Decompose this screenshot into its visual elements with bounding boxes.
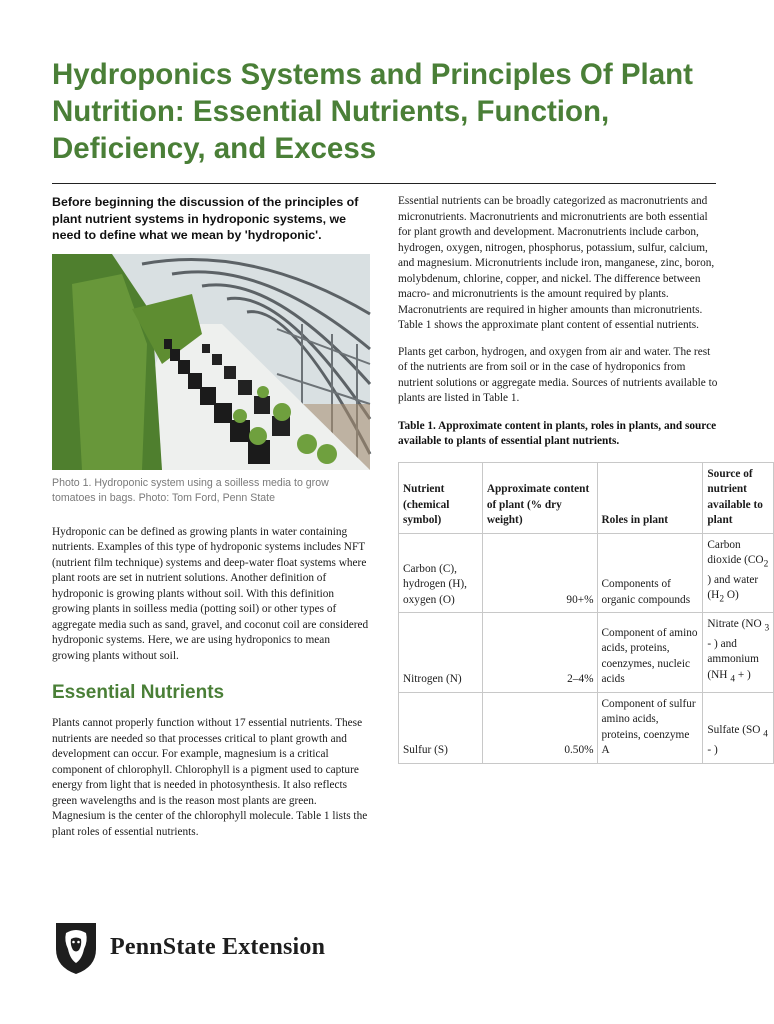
table-row — [399, 613, 774, 693]
table-cell-content: 0.50% — [482, 692, 597, 763]
table-caption: Table 1. Approximate content in plants, roles in plants, and source available to plants of essential plant nutrients. — [398, 419, 717, 447]
nittany-lion-shield-icon — [52, 919, 100, 975]
table-cell-content: 90+% — [482, 533, 597, 613]
logo-wordmark: PennState Extension — [110, 933, 326, 960]
hydroponic-definition-paragraph: Hydroponic can be defined as growing plants in water containing nutrients. Examples of this type of hydroponic systems includes NFT (nutrient film technique) systems and deep-water float systems where plant roots are set in nutrient solutions. Another definition of hydroponic is growing plants without soil. With this definition growing plants in soilless media (potting soil) or other types of aggregate media such as sand, gravel, and coconut coil are considered hydroponic systems. Here, we are using hydroponics to mean growing plants without soil. — [52, 525, 369, 662]
table-cell-nutrient: Carbon (C), hydrogen (H), oxygen (O) — [399, 533, 483, 613]
table-row — [399, 533, 774, 613]
nutrient-table — [398, 462, 774, 764]
table-cell-source: Sulfate (SO $_4$ - ) — [703, 692, 774, 763]
table-cell-source: Nitrate (NO $_3$ - ) and ammonium (NH $_4$ + ) — [703, 613, 774, 693]
right-column — [398, 194, 770, 764]
table-header-nutrient: Nutrient (chemical symbol) — [399, 462, 483, 533]
greenhouse-illustration — [52, 254, 370, 470]
title-divider — [52, 183, 716, 184]
table-cell-role: Component of amino acids, proteins, coenzymes, nucleic acids — [597, 613, 703, 693]
table-row — [399, 692, 774, 763]
table-cell-role: Component of sulfur amino acids, proteins, coenzyme A — [597, 692, 703, 763]
left-column — [52, 194, 370, 840]
table-header-source: Source of nutrient available to plant — [703, 462, 774, 533]
essential-nutrients-paragraph: Plants cannot properly function without 17 essential nutrients. These nutrients are needed so that processes critical to plant growth and development can occur. For example, magnesium is a critical component of chlorophyll. Chlorophyll is a pigment used to capture energy from light that is needed in photosynthesis. It also reflects green wavelengths and is the reason most plants are green. Magnesium is the center of the chlorophyll molecule. Table 1 lists the plant roles of essential nutrients. — [52, 717, 368, 838]
greenhouse-photo — [52, 254, 370, 470]
table-header-row — [399, 462, 774, 533]
section-heading-essential-nutrients: Essential Nutrients — [52, 682, 225, 703]
macronutrients-paragraph: Essential nutrients can be broadly categorized as macronutrients and micronutrients. Macronutrients and micronutrients are both essential for plant growth and development. Macronutrients include carbon, hydrogen, oxygen, nitrogen, phosphorus, potassium, sulfur, calcium, and magnesium. Micronutrients include iron, manganese, zinc, boron, molybdenum, chlorine, copper, and nickel. The difference between macro- and micronutrients is the amount required by plants. Macronutrients are required in higher amounts than micronutrients. Table 1 shows the approximate plant content of essential nutrients. — [398, 195, 715, 331]
pennstate-extension-logo — [52, 918, 325, 976]
nutrient-sources-paragraph: Plants get carbon, hydrogen, and oxygen from air and water. The rest of the nutrients are from soil or in the case of hydroponics from nutrient solutions or aggregate media. Sources of nutrients available to plants are listed in Table 1. — [398, 345, 718, 404]
table-cell-content: 2–4% — [482, 613, 597, 693]
photo-caption: Photo 1. Hydroponic system using a soilless media to grow tomatoes in bags. Photo: Tom Ford, Penn State — [52, 476, 329, 504]
table-header-roles: Roles in plant — [597, 462, 703, 533]
page-title: Hydroponics Systems and Principles Of Plant Nutrition: Essential Nutrients, Function, Deficiency, and Excess — [52, 58, 693, 165]
table-cell-role: Components of organic compounds — [597, 533, 703, 613]
table-cell-source: Carbon dioxide ($CO_2$ ) and water ($H_2$ O) — [703, 533, 774, 613]
table-header-content: Approximate content of plant (% dry weight) — [482, 462, 597, 533]
table-cell-nutrient: Sulfur (S) — [399, 692, 483, 763]
intro-paragraph: Before beginning the discussion of the principles of plant nutrient systems in hydroponic systems, we need to define what we mean by 'hydroponic'. — [52, 195, 359, 242]
table-cell-nutrient: Nitrogen (N) — [399, 613, 483, 693]
